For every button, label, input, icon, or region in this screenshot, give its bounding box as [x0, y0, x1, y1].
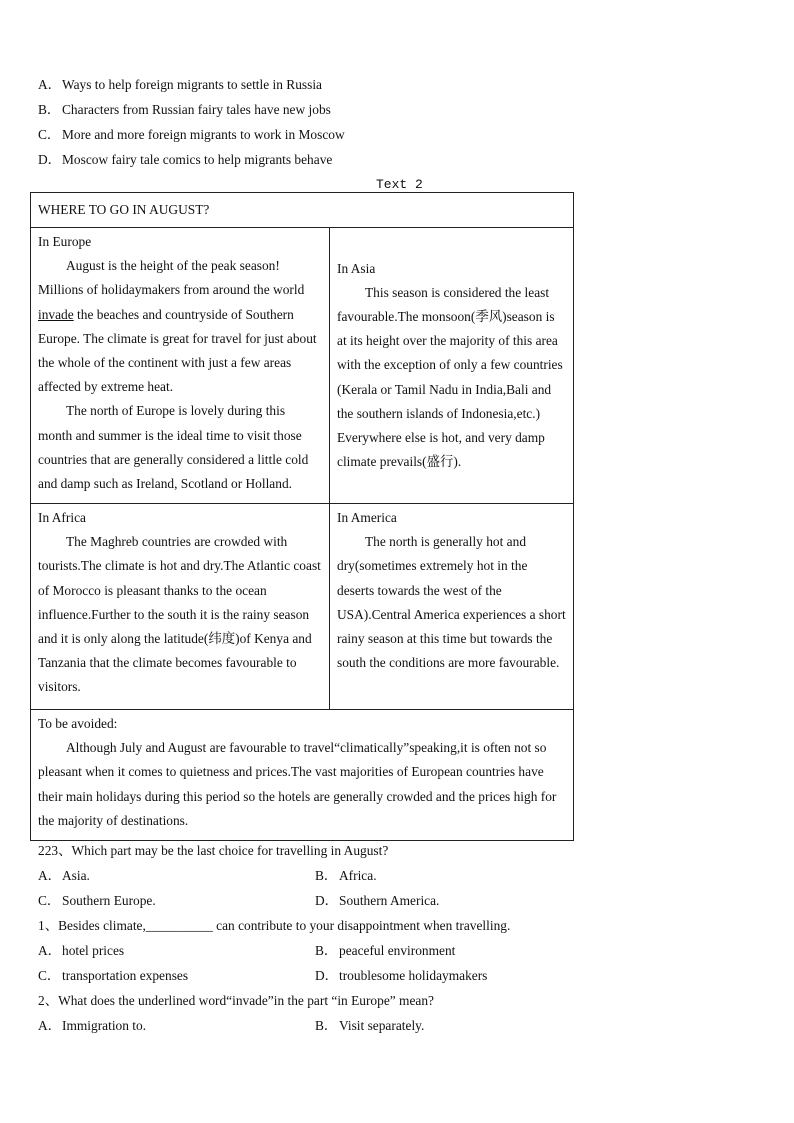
option-label: B． — [315, 943, 338, 958]
table-title-cell — [31, 193, 574, 228]
america-cell — [330, 504, 574, 710]
question-number: 223、 — [38, 843, 72, 858]
q1-option-d — [315, 967, 487, 985]
option-text: Characters from Russian fairy tales have new jobs — [62, 102, 331, 117]
option-text: Visit separately. — [339, 1018, 425, 1033]
option-label: C． — [38, 893, 61, 908]
prev-option-b — [38, 101, 331, 119]
america-title: In America — [337, 510, 397, 525]
q1-option-c — [38, 967, 188, 985]
option-text: Immigration to. — [62, 1018, 147, 1033]
option-text: peaceful environment — [339, 943, 456, 958]
option-label: A． — [38, 943, 62, 958]
travel-table — [30, 192, 574, 841]
option-label: D． — [315, 968, 339, 983]
option-label: A． — [38, 1018, 62, 1033]
option-label: C． — [38, 127, 61, 142]
question-number: 2、 — [38, 993, 59, 1008]
option-label: B． — [315, 868, 338, 883]
option-label: B． — [38, 102, 61, 117]
prev-option-a — [38, 76, 322, 94]
option-label: C． — [38, 968, 61, 983]
prev-option-c — [38, 126, 345, 144]
option-text: Moscow fairy tale comics to help migrants behave — [62, 152, 333, 167]
question-2 — [38, 992, 434, 1010]
europe-p1-start: August is the height of the peak season! Millions of holidaymakers from around the world — [38, 258, 305, 298]
option-text: More and more foreign migrants to work in Moscow — [62, 127, 345, 142]
underlined-word-invade: invade — [38, 306, 74, 322]
europe-p1-end: the beaches and countryside of Southern Europe. The climate is great for travel for just about the whole of the continent with just a few areas affected by extreme heat. — [38, 306, 317, 395]
text-heading: Text 2 — [376, 177, 423, 192]
table-title: WHERE TO GO IN AUGUST? — [38, 201, 210, 217]
option-label: D． — [315, 893, 339, 908]
question-text: Which part may be the last choice for travelling in August? — [71, 843, 389, 858]
option-text: Southern America. — [339, 893, 440, 908]
option-text: troublesome holidaymakers — [339, 968, 488, 983]
asia-title: In Asia — [337, 260, 376, 276]
q1-option-b — [315, 942, 455, 960]
africa-cell — [31, 504, 330, 710]
europe-paragraph-2: The north of Europe is lovely during this month and summer is the ideal time to visit those countries that are generally considered a little cold and damp such as Ireland, Scotland or Holland. — [38, 403, 309, 492]
q223-option-d — [315, 892, 439, 910]
avoid-title: To be avoided: — [38, 716, 118, 731]
q2-option-a — [38, 1017, 146, 1035]
option-text: transportation expenses — [62, 968, 189, 983]
option-label: A． — [38, 77, 62, 92]
avoid-paragraph: Although July and August are favourable to travel“climatically”speaking,it is often not so pleasant when it comes to quietness and prices.The vast majorities of European countries have their main holidays during this period so the hotels are generally crowded and the prices high for the majority of destinations. — [38, 740, 557, 828]
asia-cell — [330, 228, 574, 504]
option-label: A． — [38, 868, 62, 883]
option-text: Ways to help foreign migrants to settle in Russia — [62, 77, 322, 92]
question-text: What does the underlined word“invade”in the part “in Europe” mean? — [58, 993, 434, 1008]
prev-option-d — [38, 151, 332, 169]
option-text: Asia. — [62, 868, 90, 883]
q223-option-b — [315, 867, 377, 885]
option-label: D． — [38, 152, 62, 167]
asia-paragraph: This season is considered the least favourable.The monsoon(季风)season is at its height over the majority of this area with the exception of only a few countries (Kerala or Tamil Nadu in India,Bali and the southern islands of Indonesia,etc.) Everywhere else is hot, and very damp climate prevails(盛行). — [337, 284, 563, 470]
question-text: Besides climate,__________ can contribute to your disappointment when travelling. — [58, 918, 511, 933]
africa-title: In Africa — [38, 510, 86, 525]
option-text: Southern Europe. — [62, 893, 156, 908]
option-text: Africa. — [339, 868, 377, 883]
question-1 — [38, 917, 510, 935]
africa-paragraph: The Maghreb countries are crowded with tourists.The climate is hot and dry.The Atlantic coast of Morocco is pleasant thanks to the ocean influence.Further to the south it is the rainy season and it is only along the latitude(纬度)of Kenya and Tanzania that the climate becomes favourable to visitors. — [38, 534, 321, 695]
q223-option-a — [38, 867, 90, 885]
q2-option-b — [315, 1017, 424, 1035]
question-223 — [38, 842, 388, 860]
option-label: B． — [315, 1018, 338, 1033]
europe-paragraph-1 — [38, 254, 322, 399]
america-paragraph: The north is generally hot and dry(sometimes extremely hot in the deserts towards the west of the USA).Central America experiences a short rainy season at this time but towards the south the conditions are more favourable. — [337, 534, 566, 671]
avoid-cell — [31, 710, 574, 841]
question-number: 1、 — [38, 918, 59, 933]
q223-option-c — [38, 892, 156, 910]
q1-option-a — [38, 942, 124, 960]
option-text: hotel prices — [62, 943, 125, 958]
europe-cell — [31, 228, 330, 504]
europe-title: In Europe — [38, 234, 92, 249]
